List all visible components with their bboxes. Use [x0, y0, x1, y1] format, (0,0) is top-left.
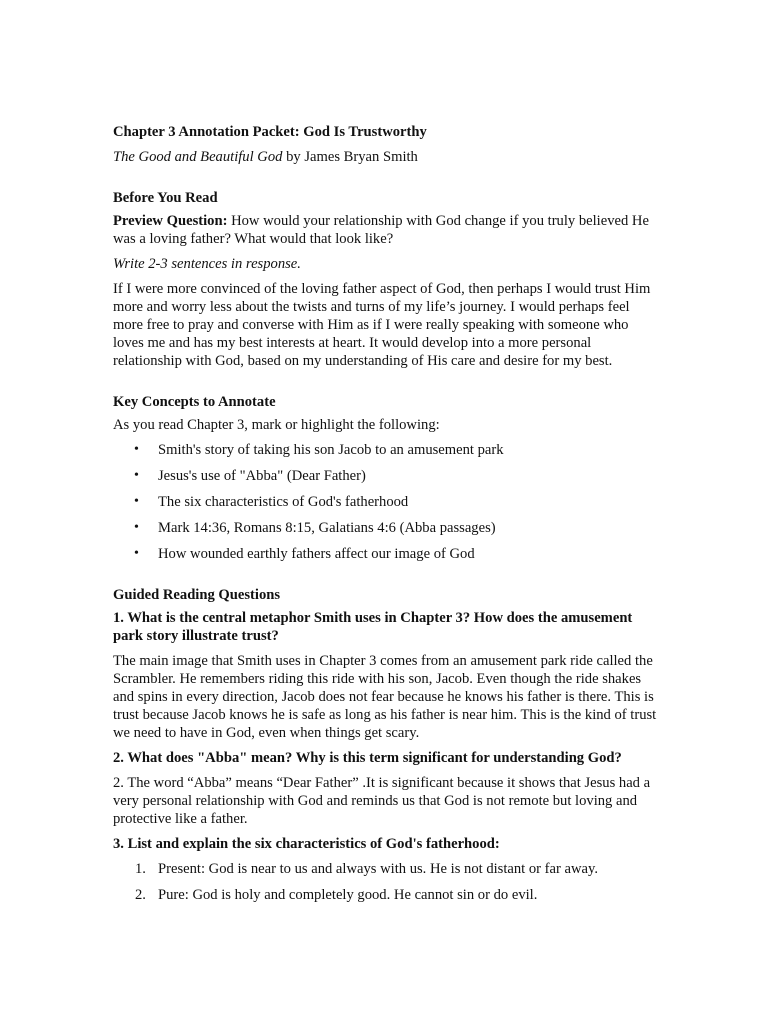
list-item: [113, 545, 658, 563]
list-item-text: Jesus's use of "Abba" (Dear Father): [158, 468, 366, 484]
preview-question-label: Preview Question:: [113, 213, 228, 229]
key-concepts-intro: As you read Chapter 3, mark or highlight the following:: [113, 417, 440, 433]
book-author: by James Bryan Smith: [282, 149, 418, 165]
list-item: [113, 493, 658, 511]
bullet-icon: •: [134, 494, 139, 509]
book-title: The Good and Beautiful God: [113, 149, 283, 165]
document-page: [113, 123, 658, 912]
list-item: [113, 519, 658, 537]
response-instruction: Write 2-3 sentences in response.: [113, 256, 301, 272]
preview-question: [113, 212, 658, 248]
before-you-read-heading: Before You Read: [113, 190, 218, 206]
guided-reading-heading: Guided Reading Questions: [113, 587, 281, 603]
document-title: Chapter 3 Annotation Packet: God Is Trustworthy: [113, 124, 427, 140]
list-item-text: Pure: God is holy and completely good. He cannot sin or do evil.: [158, 887, 538, 903]
list-item-text: The six characteristics of God's fatherhood: [158, 494, 409, 510]
list-number: 2.: [135, 887, 146, 903]
answer-2: 2. The word “Abba” means “Dear Father” .It is significant because it shows that Jesus had a very personal relationship with God and reminds us that God is not remote but loving and protective like a father.: [113, 775, 651, 827]
bullet-icon: •: [134, 546, 139, 561]
list-item-text: Mark 14:36, Romans 8:15, Galatians 4:6 (Abba passages): [158, 520, 496, 536]
key-concepts-heading: Key Concepts to Annotate: [113, 394, 276, 410]
question-3: 3. List and explain the six characteristics of God's fatherhood:: [113, 836, 500, 852]
list-item-text: Smith's story of taking his son Jacob to an amusement park: [158, 442, 504, 458]
question-2: 2. What does "Abba" mean? Why is this term significant for understanding God?: [113, 750, 622, 766]
list-item-text: Present: God is near to us and always with us. He is not distant or far away.: [158, 861, 599, 877]
answer-1: The main image that Smith uses in Chapter 3 comes from an amusement park ride called the Scrambler. He remembers riding this ride with his son, Jacob. Even though the ride shakes and spins in every direction, Jacob does not fear because he knows his father is there. This is trust because Jacob knows he is safe as long as his father is near him. This is the kind of trust we need to have in God, even when things get scary.: [113, 653, 657, 741]
list-item-text: How wounded earthly fathers affect our image of God: [158, 546, 475, 562]
bullet-icon: •: [134, 520, 139, 535]
list-item: [113, 441, 658, 459]
preview-question-text: How would your relationship with God change if you truly believed He was a loving father? What would that look like?: [113, 213, 649, 247]
list-item: [113, 467, 658, 485]
question-1: 1. What is the central metaphor Smith uses in Chapter 3? How does the amusement park story illustrate trust?: [113, 610, 633, 644]
book-citation: [113, 148, 658, 166]
list-item: [113, 886, 658, 904]
list-number: 1.: [135, 861, 146, 877]
key-concepts-list: [113, 441, 658, 563]
preview-response: If I were more convinced of the loving father aspect of God, then perhaps I would trust Him more and worry less about the twists and turns of my life’s journey. I would perhaps feel more free to pray and converse with Him as if I were really speaking with someone who loves me and has my best interests at heart. It would develop into a more personal relationship with God, based on my understanding of His care and desire for my best.: [113, 281, 651, 369]
list-item: [113, 860, 658, 878]
bullet-icon: •: [134, 442, 139, 457]
fatherhood-characteristics-list: [113, 860, 658, 904]
bullet-icon: •: [134, 468, 139, 483]
